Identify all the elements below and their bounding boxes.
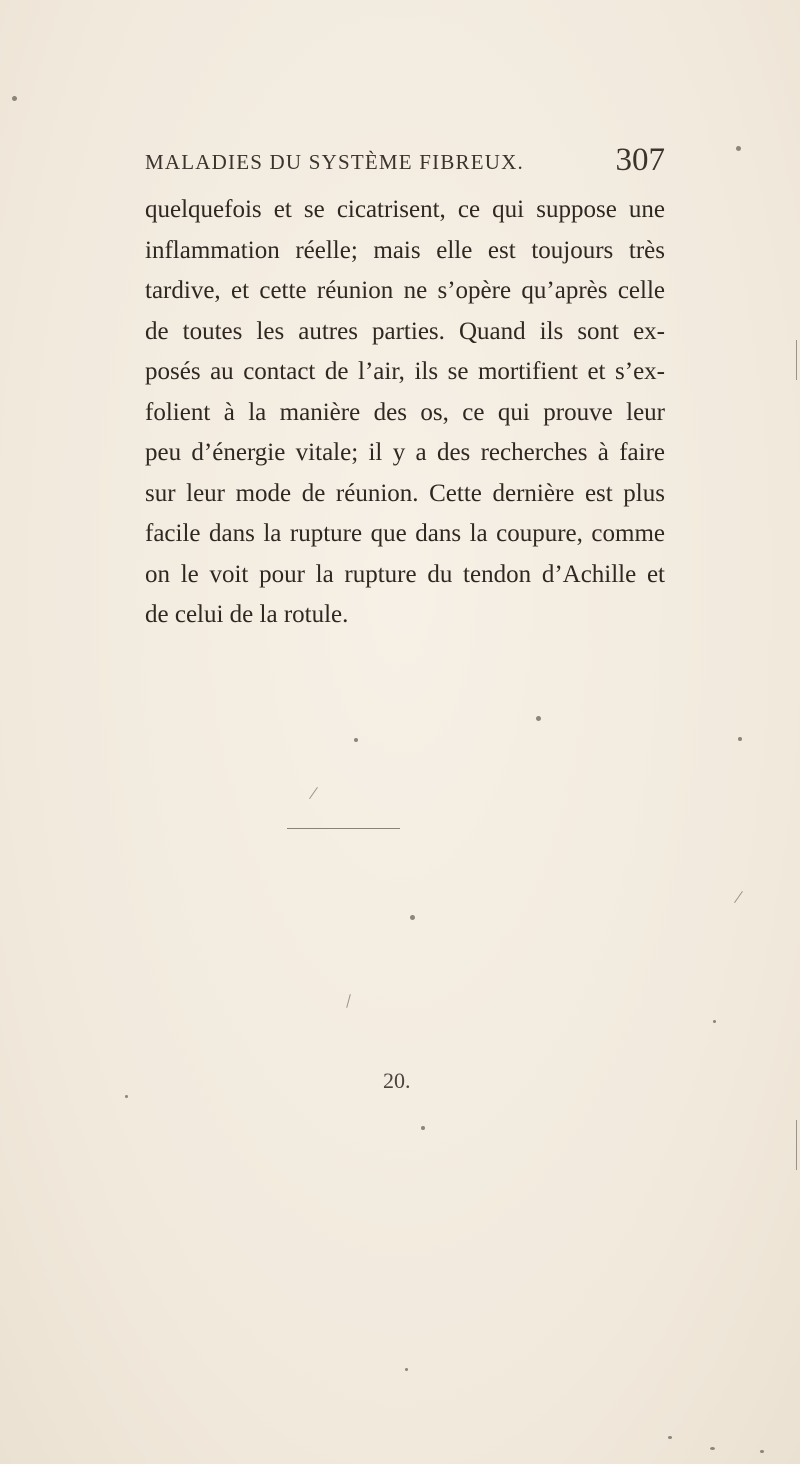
paper-speck xyxy=(125,1095,128,1098)
text-line: posés au contact de l’air, ils se mortifient et s’ex- xyxy=(145,358,665,385)
paper-mark xyxy=(796,340,797,380)
paper-speck xyxy=(421,1126,425,1130)
text-line: quelquefois et se cicatrisent, ce qui suppose une xyxy=(145,196,665,223)
paper-speck xyxy=(354,738,358,742)
paper-speck xyxy=(536,716,541,721)
paper-speck xyxy=(713,1020,716,1023)
paper-mark xyxy=(346,994,351,1008)
text-line: sur leur mode de réunion. Cette dernière est plus xyxy=(145,479,665,507)
body-text xyxy=(145,190,665,636)
signature-mark: 20. xyxy=(383,1068,411,1093)
paper-mark xyxy=(796,1120,797,1170)
page-number: 307 xyxy=(615,142,665,178)
text-line: de celui de la rotule. xyxy=(145,601,349,628)
section-rule xyxy=(287,828,400,829)
text-line: on le voit pour la rupture du tendon d’Achille et xyxy=(145,560,665,588)
paper-speck xyxy=(760,1450,764,1453)
text-line: de toutes les autres parties. Quand ils sont ex- xyxy=(145,317,665,345)
text-line: tardive, et cette réunion ne s’opère qu’après celle xyxy=(145,277,665,304)
paper-speck xyxy=(736,146,741,151)
text-line: inflammation réelle; mais elle est toujours très xyxy=(145,236,665,264)
text-line: peu d’énergie vitale; il y a des recherches à faire xyxy=(145,439,665,466)
text-line: folient à la manière des os, ce qui prouve leur xyxy=(145,398,665,426)
page-header xyxy=(145,142,665,188)
text-line: facile dans la rupture que dans la coupure, comme xyxy=(145,520,665,547)
paper-mark xyxy=(309,787,318,799)
paper-speck xyxy=(405,1368,408,1371)
paper-speck xyxy=(668,1436,672,1439)
paper-speck xyxy=(12,96,17,101)
paper-speck xyxy=(410,915,415,920)
paper-speck xyxy=(710,1447,715,1450)
paper-speck xyxy=(738,737,742,741)
paper-mark xyxy=(734,891,743,903)
running-title: MALADIES DU SYSTÈME FIBREUX. xyxy=(145,150,524,174)
